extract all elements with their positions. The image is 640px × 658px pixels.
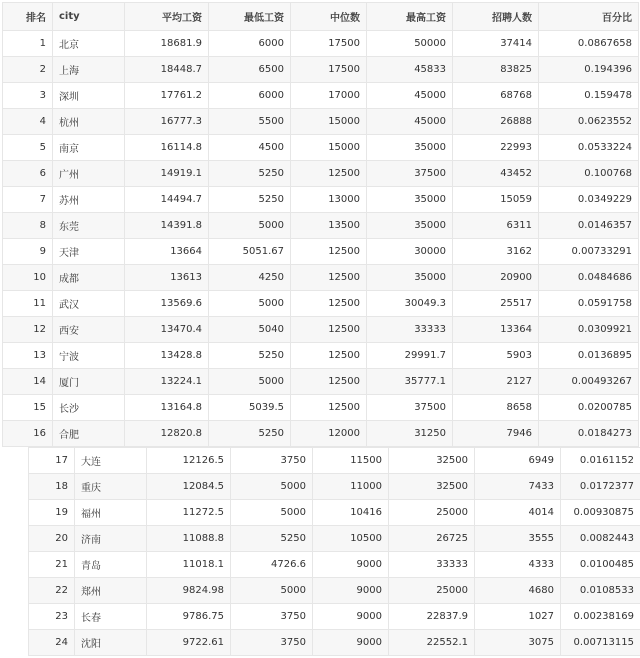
cell-avg-salary: 12084.5: [147, 474, 231, 500]
table-body-bottom: [29, 448, 640, 656]
cell-city: 长沙: [53, 395, 125, 421]
cell-median: 17000: [291, 83, 367, 109]
header-percent: 百分比: [539, 3, 639, 31]
cell-percent: 0.0623552: [539, 109, 639, 135]
cell-city: 深圳: [53, 83, 125, 109]
cell-rank: 22: [29, 578, 75, 604]
cell-percent: 0.100768: [539, 161, 639, 187]
cell-percent: 0.0184273: [539, 421, 639, 447]
cell-median: 10500: [313, 526, 389, 552]
cell-rank: 11: [3, 291, 53, 317]
cell-city: 北京: [53, 31, 125, 57]
cell-max-salary: 33333: [367, 317, 453, 343]
table-row: [29, 448, 640, 474]
cell-avg-salary: 12820.8: [125, 421, 209, 447]
cell-median: 10416: [313, 500, 389, 526]
table-row: [3, 187, 639, 213]
cell-job-count: 37414: [453, 31, 539, 57]
cell-min-salary: 3750: [231, 630, 313, 656]
cell-percent: 0.0146357: [539, 213, 639, 239]
cell-job-count: 7946: [453, 421, 539, 447]
cell-rank: 23: [29, 604, 75, 630]
table-row: [3, 31, 639, 57]
table-row: [29, 552, 640, 578]
header-median: 中位数: [291, 3, 367, 31]
cell-max-salary: 31250: [367, 421, 453, 447]
cell-city: 沈阳: [75, 630, 147, 656]
cell-min-salary: 5250: [231, 526, 313, 552]
cell-max-salary: 26725: [389, 526, 475, 552]
cell-rank: 15: [3, 395, 53, 421]
cell-max-salary: 35000: [367, 187, 453, 213]
cell-rank: 3: [3, 83, 53, 109]
cell-avg-salary: 11272.5: [147, 500, 231, 526]
cell-median: 12500: [291, 317, 367, 343]
cell-rank: 9: [3, 239, 53, 265]
cell-percent: 0.0484686: [539, 265, 639, 291]
cell-rank: 4: [3, 109, 53, 135]
cell-job-count: 6311: [453, 213, 539, 239]
cell-city: 福州: [75, 500, 147, 526]
table-row: [3, 291, 639, 317]
cell-avg-salary: 13428.8: [125, 343, 209, 369]
cell-min-salary: 4726.6: [231, 552, 313, 578]
cell-city: 杭州: [53, 109, 125, 135]
cell-median: 12000: [291, 421, 367, 447]
cell-max-salary: 35000: [367, 135, 453, 161]
cell-min-salary: 3750: [231, 604, 313, 630]
cell-max-salary: 29991.7: [367, 343, 453, 369]
cell-rank: 18: [29, 474, 75, 500]
cell-city: 厦门: [53, 369, 125, 395]
cell-min-salary: 5250: [209, 343, 291, 369]
cell-city: 长春: [75, 604, 147, 630]
cell-avg-salary: 13569.6: [125, 291, 209, 317]
cell-avg-salary: 9722.61: [147, 630, 231, 656]
cell-job-count: 13364: [453, 317, 539, 343]
cell-avg-salary: 9824.98: [147, 578, 231, 604]
salary-table-top: [2, 2, 639, 447]
cell-city: 上海: [53, 57, 125, 83]
cell-avg-salary: 18681.9: [125, 31, 209, 57]
cell-job-count: 6949: [475, 448, 561, 474]
cell-city: 西安: [53, 317, 125, 343]
cell-max-salary: 45000: [367, 109, 453, 135]
table-row: [3, 83, 639, 109]
cell-rank: 20: [29, 526, 75, 552]
cell-job-count: 4014: [475, 500, 561, 526]
cell-min-salary: 5000: [231, 474, 313, 500]
cell-city: 广州: [53, 161, 125, 187]
cell-median: 15000: [291, 135, 367, 161]
cell-job-count: 25517: [453, 291, 539, 317]
table-row: [3, 395, 639, 421]
cell-max-salary: 22837.9: [389, 604, 475, 630]
header-row: [3, 3, 639, 31]
header-min-salary: 最低工资: [209, 3, 291, 31]
cell-percent: 0.0591758: [539, 291, 639, 317]
cell-city: 苏州: [53, 187, 125, 213]
cell-avg-salary: 13613: [125, 265, 209, 291]
cell-percent: 0.0100485: [561, 552, 640, 578]
cell-job-count: 22993: [453, 135, 539, 161]
cell-min-salary: 6000: [209, 31, 291, 57]
cell-max-salary: 32500: [389, 474, 475, 500]
cell-percent: 0.0867658: [539, 31, 639, 57]
cell-avg-salary: 16777.3: [125, 109, 209, 135]
cell-max-salary: 32500: [389, 448, 475, 474]
cell-avg-salary: 18448.7: [125, 57, 209, 83]
cell-avg-salary: 13470.4: [125, 317, 209, 343]
cell-city: 东莞: [53, 213, 125, 239]
table-row: [29, 604, 640, 630]
cell-percent: 0.0533224: [539, 135, 639, 161]
cell-percent: 0.0349229: [539, 187, 639, 213]
cell-city: 武汉: [53, 291, 125, 317]
cell-min-salary: 5000: [209, 291, 291, 317]
cell-min-salary: 5000: [209, 369, 291, 395]
cell-avg-salary: 11088.8: [147, 526, 231, 552]
cell-rank: 7: [3, 187, 53, 213]
cell-avg-salary: 11018.1: [147, 552, 231, 578]
table-row: [3, 421, 639, 447]
table-row: [29, 526, 640, 552]
cell-rank: 1: [3, 31, 53, 57]
cell-percent: 0.0309921: [539, 317, 639, 343]
cell-percent: 0.0172377: [561, 474, 640, 500]
cell-median: 17500: [291, 57, 367, 83]
cell-max-salary: 33333: [389, 552, 475, 578]
cell-avg-salary: 16114.8: [125, 135, 209, 161]
cell-job-count: 26888: [453, 109, 539, 135]
cell-min-salary: 5250: [209, 161, 291, 187]
cell-percent: 0.0108533: [561, 578, 640, 604]
cell-median: 12500: [291, 395, 367, 421]
cell-rank: 19: [29, 500, 75, 526]
cell-median: 15000: [291, 109, 367, 135]
cell-max-salary: 37500: [367, 161, 453, 187]
table-row: [29, 474, 640, 500]
cell-avg-salary: 17761.2: [125, 83, 209, 109]
cell-median: 12500: [291, 265, 367, 291]
cell-job-count: 1027: [475, 604, 561, 630]
cell-max-salary: 30000: [367, 239, 453, 265]
cell-job-count: 5903: [453, 343, 539, 369]
cell-city: 南京: [53, 135, 125, 161]
cell-min-salary: 4250: [209, 265, 291, 291]
table-body-top: [3, 31, 639, 447]
cell-max-salary: 30049.3: [367, 291, 453, 317]
cell-median: 12500: [291, 161, 367, 187]
cell-median: 12500: [291, 291, 367, 317]
cell-avg-salary: 13224.1: [125, 369, 209, 395]
cell-job-count: 3162: [453, 239, 539, 265]
cell-max-salary: 45000: [367, 83, 453, 109]
header-job-count: 招聘人数: [453, 3, 539, 31]
cell-min-salary: 5000: [209, 213, 291, 239]
cell-min-salary: 5250: [209, 187, 291, 213]
cell-median: 9000: [313, 630, 389, 656]
cell-percent: 0.00238169: [561, 604, 640, 630]
table-row: [3, 161, 639, 187]
cell-city: 大连: [75, 448, 147, 474]
cell-percent: 0.00493267: [539, 369, 639, 395]
cell-min-salary: 5000: [231, 578, 313, 604]
cell-median: 12500: [291, 239, 367, 265]
cell-median: 9000: [313, 552, 389, 578]
cell-job-count: 83825: [453, 57, 539, 83]
cell-city: 重庆: [75, 474, 147, 500]
cell-job-count: 7433: [475, 474, 561, 500]
cell-city: 济南: [75, 526, 147, 552]
table-row: [29, 578, 640, 604]
salary-table-bottom: [28, 447, 640, 656]
cell-max-salary: 50000: [367, 31, 453, 57]
table-row: [3, 109, 639, 135]
cell-job-count: 15059: [453, 187, 539, 213]
header-city: city: [53, 3, 125, 31]
cell-rank: 12: [3, 317, 53, 343]
cell-median: 17500: [291, 31, 367, 57]
cell-city: 郑州: [75, 578, 147, 604]
cell-avg-salary: 13164.8: [125, 395, 209, 421]
table-row: [3, 213, 639, 239]
cell-rank: 2: [3, 57, 53, 83]
table-row: [3, 265, 639, 291]
cell-max-salary: 35000: [367, 265, 453, 291]
cell-min-salary: 6000: [209, 83, 291, 109]
cell-avg-salary: 12126.5: [147, 448, 231, 474]
cell-max-salary: 22552.1: [389, 630, 475, 656]
cell-max-salary: 35777.1: [367, 369, 453, 395]
cell-job-count: 8658: [453, 395, 539, 421]
cell-avg-salary: 13664: [125, 239, 209, 265]
cell-median: 12500: [291, 369, 367, 395]
cell-city: 天津: [53, 239, 125, 265]
cell-percent: 0.0161152: [561, 448, 640, 474]
cell-percent: 0.00713115: [561, 630, 640, 656]
cell-max-salary: 45833: [367, 57, 453, 83]
cell-max-salary: 25000: [389, 578, 475, 604]
cell-min-salary: 5051.67: [209, 239, 291, 265]
cell-job-count: 68768: [453, 83, 539, 109]
cell-rank: 6: [3, 161, 53, 187]
cell-median: 9000: [313, 604, 389, 630]
table-row: [3, 369, 639, 395]
header-avg-salary: 平均工资: [125, 3, 209, 31]
cell-median: 12500: [291, 343, 367, 369]
cell-min-salary: 4500: [209, 135, 291, 161]
cell-city: 成都: [53, 265, 125, 291]
cell-min-salary: 5000: [231, 500, 313, 526]
cell-median: 13500: [291, 213, 367, 239]
cell-percent: 0.00930875: [561, 500, 640, 526]
table-row: [29, 500, 640, 526]
cell-city: 青岛: [75, 552, 147, 578]
table-row: [3, 317, 639, 343]
cell-job-count: 2127: [453, 369, 539, 395]
table-row: [3, 343, 639, 369]
cell-median: 13000: [291, 187, 367, 213]
cell-median: 9000: [313, 578, 389, 604]
table-row: [3, 135, 639, 161]
cell-rank: 16: [3, 421, 53, 447]
cell-city: 合肥: [53, 421, 125, 447]
cell-city: 宁波: [53, 343, 125, 369]
cell-percent: 0.0136895: [539, 343, 639, 369]
cell-percent: 0.0200785: [539, 395, 639, 421]
cell-job-count: 3555: [475, 526, 561, 552]
table-row: [3, 57, 639, 83]
cell-avg-salary: 9786.75: [147, 604, 231, 630]
cell-rank: 14: [3, 369, 53, 395]
cell-rank: 24: [29, 630, 75, 656]
cell-min-salary: 5250: [209, 421, 291, 447]
cell-job-count: 3075: [475, 630, 561, 656]
cell-median: 11000: [313, 474, 389, 500]
header-max-salary: 最高工资: [367, 3, 453, 31]
cell-job-count: 4333: [475, 552, 561, 578]
cell-rank: 13: [3, 343, 53, 369]
cell-min-salary: 5040: [209, 317, 291, 343]
cell-rank: 10: [3, 265, 53, 291]
cell-rank: 21: [29, 552, 75, 578]
cell-job-count: 20900: [453, 265, 539, 291]
cell-percent: 0.00733291: [539, 239, 639, 265]
cell-avg-salary: 14391.8: [125, 213, 209, 239]
cell-percent: 0.0082443: [561, 526, 640, 552]
cell-job-count: 4680: [475, 578, 561, 604]
table-row: [29, 630, 640, 656]
cell-max-salary: 35000: [367, 213, 453, 239]
cell-rank: 17: [29, 448, 75, 474]
cell-min-salary: 5039.5: [209, 395, 291, 421]
cell-percent: 0.194396: [539, 57, 639, 83]
cell-max-salary: 25000: [389, 500, 475, 526]
cell-max-salary: 37500: [367, 395, 453, 421]
header-rank: 排名: [3, 3, 53, 31]
cell-rank: 5: [3, 135, 53, 161]
cell-min-salary: 5500: [209, 109, 291, 135]
cell-min-salary: 6500: [209, 57, 291, 83]
cell-median: 11500: [313, 448, 389, 474]
cell-job-count: 43452: [453, 161, 539, 187]
cell-percent: 0.159478: [539, 83, 639, 109]
cell-rank: 8: [3, 213, 53, 239]
cell-avg-salary: 14494.7: [125, 187, 209, 213]
cell-min-salary: 3750: [231, 448, 313, 474]
cell-avg-salary: 14919.1: [125, 161, 209, 187]
table-row: [3, 239, 639, 265]
